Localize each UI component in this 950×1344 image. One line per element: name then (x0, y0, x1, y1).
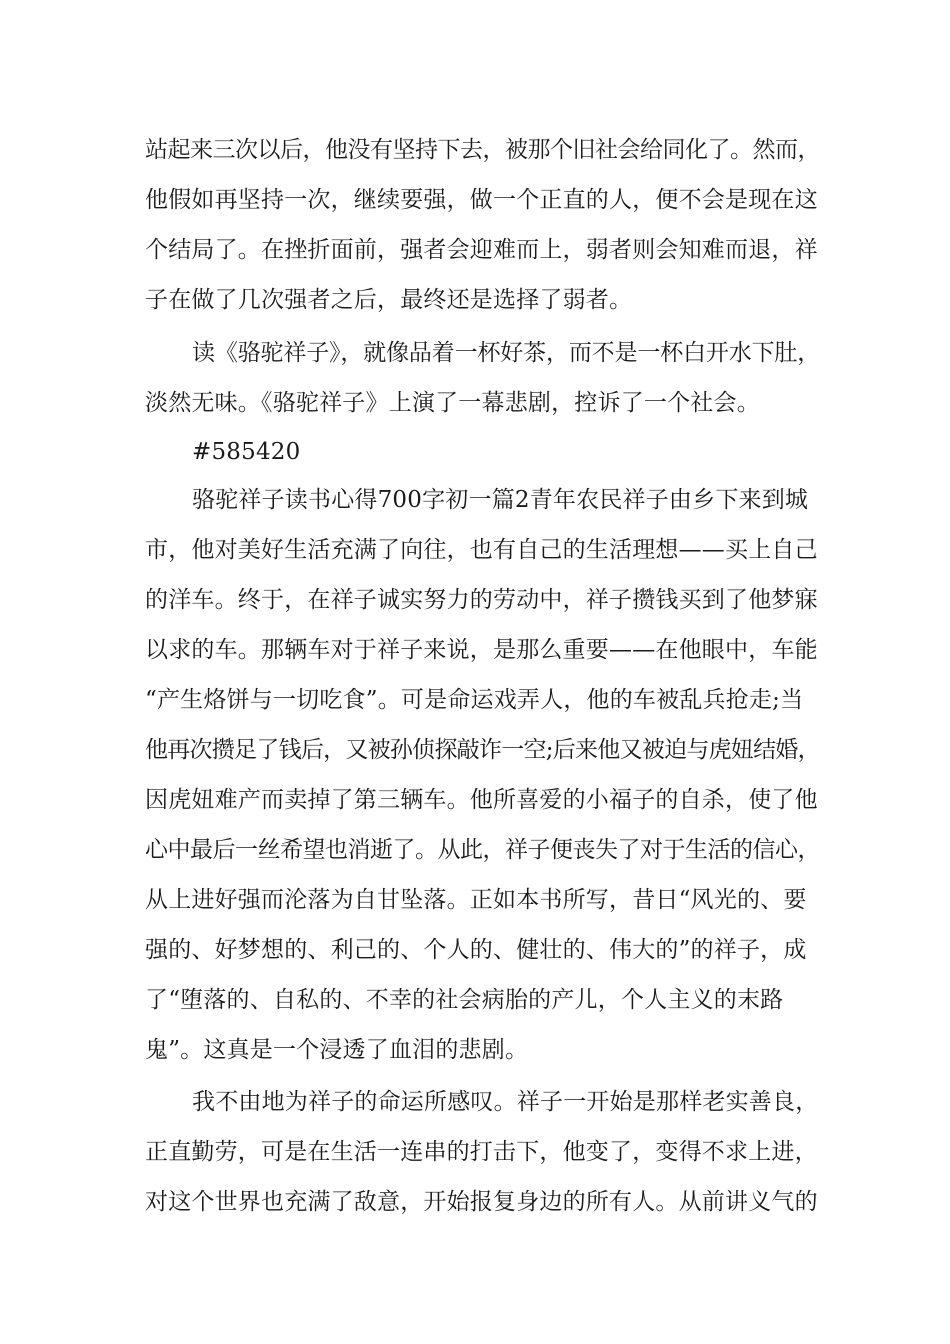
text-line: 市，他对美好生活充满了向往，也有自己的生活理想——买上自己 (145, 537, 818, 563)
text-line: 我不由地为祥子的命运所感叹。祥子一开始是那样老实善良， (192, 1089, 819, 1115)
text-line: 读《骆驼祥子》，就像品着一杯好茶，而不是一杯白开水下肚， (192, 340, 821, 366)
text-line: 骆驼祥子读书心得700字初一篇2青年农民祥子由乡下来到城 (192, 487, 809, 513)
text-line: 强的、好梦想的、利己的、个人的、健壮的、伟大的”的祥子，成 (145, 937, 807, 963)
text-line: 他再次攒足了钱后，又被孙侦探敲诈一空;后来他又被迫与虎妞结婚， (145, 737, 820, 763)
text-line: 子在做了几次强者之后，最终还是选择了弱者。 (145, 287, 633, 313)
text-line: 的洋车。终于，在祥子诚实努力的劳动中，祥子攒钱买到了他梦寐 (145, 587, 818, 613)
text-line: 心中最后一丝希望也消逝了。从此，祥子便丧失了对于生活的信心， (145, 837, 820, 863)
text-line: 了“堕落的、自私的、不幸的社会病胎的产儿，个人主义的末路 (145, 987, 784, 1013)
text-line: 鬼”。这真是一个浸透了血泪的悲剧。 (145, 1037, 529, 1063)
text-line: 淡然无味。《骆驼祥子》上演了一幕悲剧，控诉了一个社会。 (145, 390, 760, 416)
text-line: 个结局了。在挫折面前，强者会迎难而上，弱者则会知难而退，祥 (145, 237, 818, 263)
text-line: 因虎妞难产而卖掉了第三辆车。他所喜爱的小福子的自杀，使了他 (145, 787, 818, 813)
text-line: “产生烙饼与一切吃食”。可是命运戏弄人，他的车被乱兵抢走;当 (145, 687, 804, 713)
text-line: 从上进好强而沦落为自甘坠落。正如本书所写，昔日“风光的、要 (145, 887, 807, 913)
text-line: 正直勤劳，可是在生活一连串的打击下，他变了，变得不求上进， (145, 1139, 818, 1165)
document-id: #585420 (192, 439, 301, 465)
text-line: 站起来三次以后，他没有坚持下去，被那个旧社会给同化了。然而， (145, 137, 820, 163)
text-line: 对这个世界也充满了敌意，开始报复身边的所有人。从前讲义气的 (145, 1189, 818, 1215)
text-line: 以求的车。那辆车对于祥子来说，是那么重要——在他眼中，车能 (145, 637, 818, 663)
text-line: 他假如再坚持一次，继续要强，做一个正直的人，便不会是现在这 (145, 187, 818, 213)
